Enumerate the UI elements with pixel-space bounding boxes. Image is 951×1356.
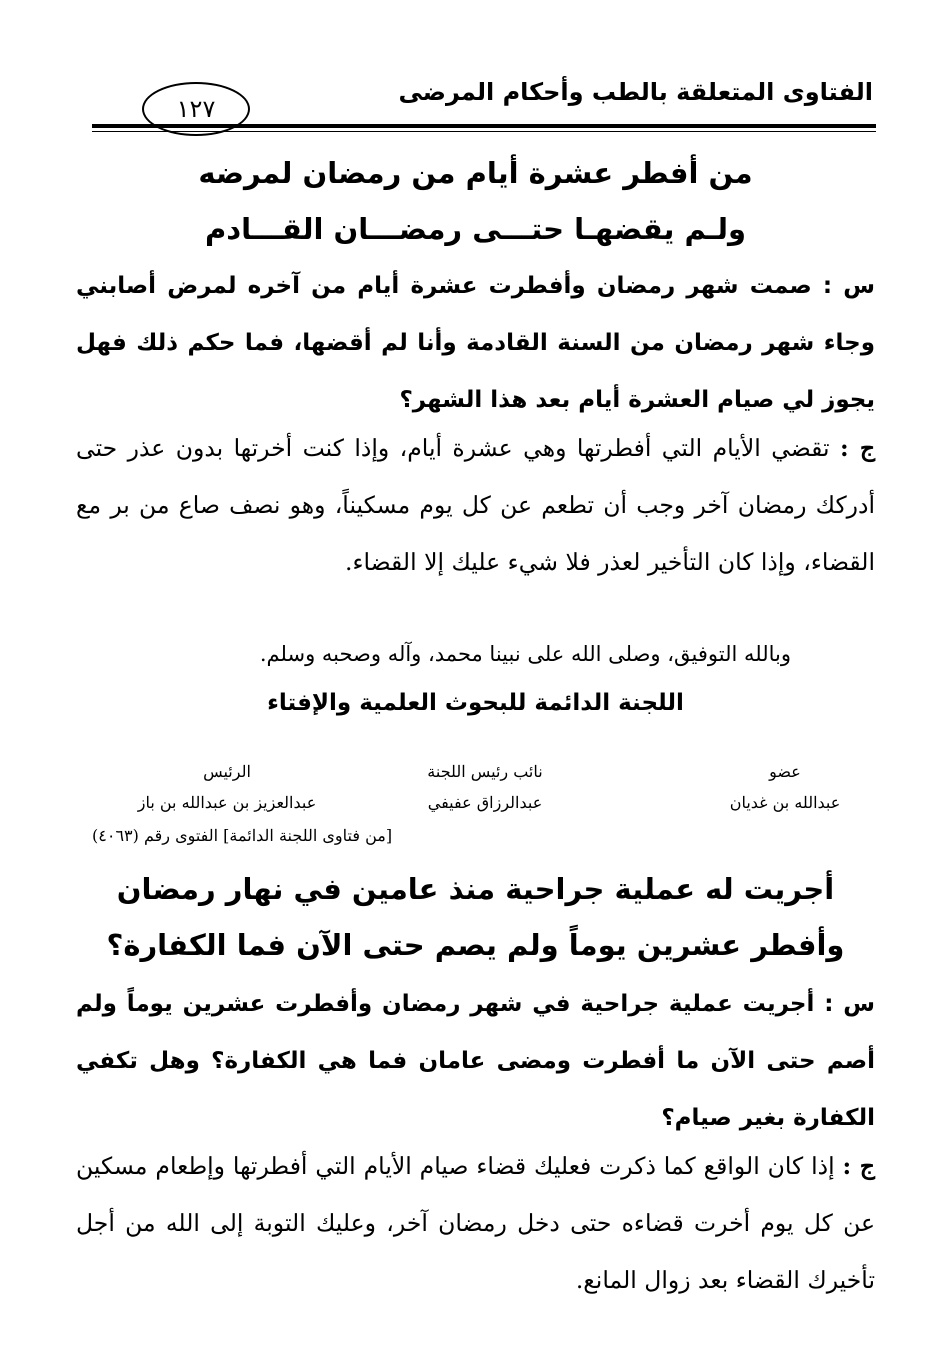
- signatory-name: عبدالرزاق عفيفي: [427, 793, 543, 812]
- signatory-vice-chairman: [380, 762, 590, 812]
- running-title: الفتاوى المتعلقة بالطب وأحكام المرضى: [398, 78, 873, 106]
- fatwa2-title-line1: أجريت له عملية جراحية منذ عامين في نهار رمضان: [116, 872, 835, 906]
- question-label: س :: [824, 991, 875, 1017]
- page-number: ١٢٧: [142, 82, 250, 136]
- question-text: أجريت عملية جراحية في شهر رمضان وأفطرت عشرين يوماً ولم أصم حتى الآن ما أفطرت ومضى عامان فما هي الكفارة؟ وهل تكفي الكفارة بغير صيام؟: [76, 991, 875, 1131]
- signatory-name: عبدالله بن غديان: [729, 793, 841, 812]
- question-label: س :: [822, 273, 875, 299]
- fatwa2-answer: [76, 1138, 875, 1309]
- fatwa2-title-line2: وأفطر عشرين يوماً ولم يصم حتى الآن فما الكفارة؟: [106, 928, 845, 962]
- fatwa2-question: [76, 976, 875, 1147]
- question-text: صمت شهر رمضان وأفطرت عشرة أيام من آخره لمرض أصابني وجاء شهر رمضان من السنة القادمة وأنا لم أقضها، فما حكم ذلك فهل يجوز لي صيام العشرة أيام بعد هذا الشهر؟: [76, 273, 875, 413]
- signatory-member: [700, 762, 870, 812]
- fatwa1-answer: [76, 420, 875, 591]
- signatory-name: عبدالعزيز بن عبدالله بن باز: [137, 793, 317, 812]
- signatory-role: الرئيس: [203, 762, 251, 781]
- answer-text: تقضي الأيام التي أفطرتها وهي عشرة أيام، وإذا كنت أخرتها بدون عذر حتى أدركك رمضان آخر وجب أن تطعم عن كل يوم مسكيناً، وهو نصف صاع من بر مع القضاء، وإذا كان التأخير لعذر فلا شيء عليك إلا القضاء.: [76, 434, 875, 576]
- fatwa1-title-line2: ولـم يقضهـا حتـــى رمضـــان القـــادم: [204, 212, 747, 246]
- answer-label: ج :: [840, 434, 875, 462]
- header-rule-thin: [92, 131, 876, 132]
- signatory-role: عضو: [769, 762, 801, 781]
- header-rule-thick: [92, 124, 876, 128]
- fatwa1-title-line1: من أفطر عشرة أيام من رمضان لمرضه: [198, 156, 753, 190]
- fatwa-source: [من فتاوى اللجنة الدائمة] الفتوى رقم (٤٠٦٣): [92, 826, 393, 845]
- committee-name: اللجنة الدائمة للبحوث العلمية والإفتاء: [267, 690, 684, 716]
- closing-prayer: وبالله التوفيق، وصلى الله على نبينا محمد، وآله وصحبه وسلم.: [259, 642, 791, 666]
- signatory-chairman: [112, 762, 342, 812]
- answer-label: ج :: [842, 1152, 875, 1180]
- signatory-role: نائب رئيس اللجنة: [427, 762, 543, 781]
- answer-text: إذا كان الواقع كما ذكرت فعليك قضاء صيام الأيام التي أفطرتها وإطعام مسكين عن كل يوم أخرت قضاءه حتى دخل رمضان آخر، وعليك التوبة إلى الله من أجل تأخيرك القضاء بعد زوال المانع.: [76, 1152, 875, 1294]
- fatwa1-question: [76, 258, 875, 429]
